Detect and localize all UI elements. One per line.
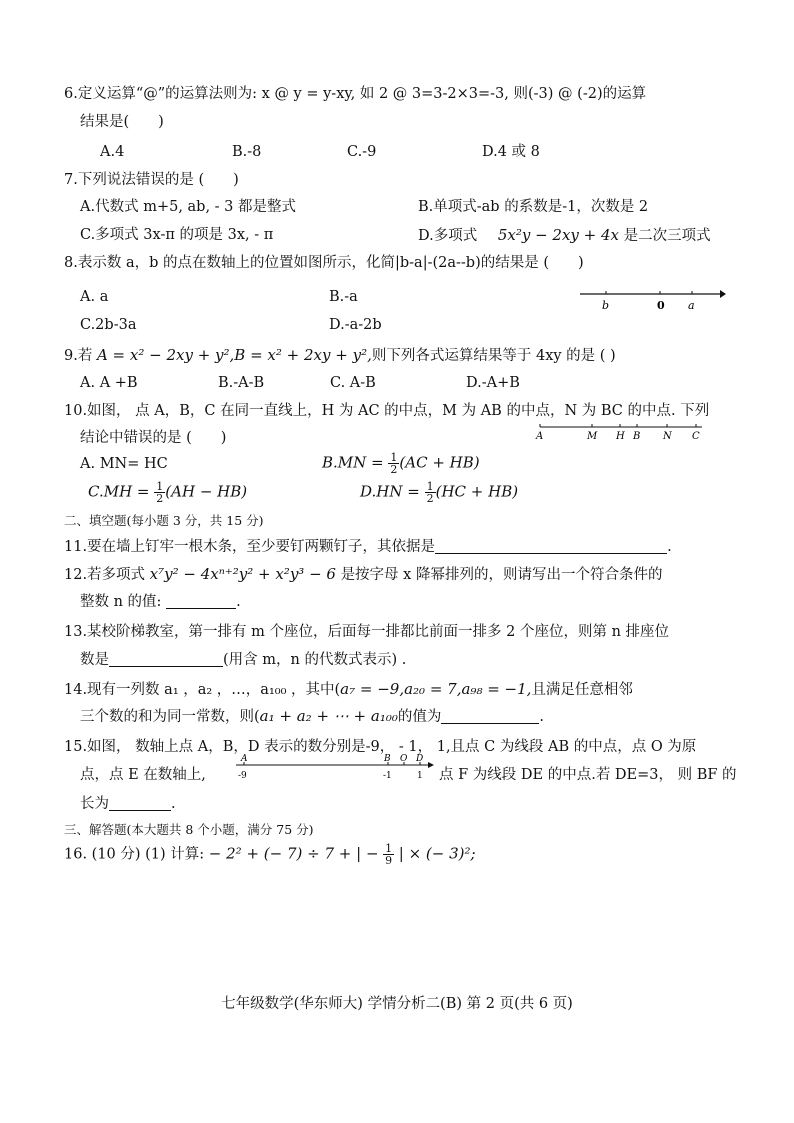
q16-expression-part2: | × (− 3)²;	[398, 844, 476, 863]
q15-label-a: A	[241, 754, 248, 764]
q10-stem-line2: 结论中错误的是 ( )	[80, 430, 227, 446]
q12-line2-text: 整数 n 的值:	[80, 594, 162, 610]
q10-option-c-fraction: $\frac{1}{2}$	[156, 480, 164, 505]
q8-stem: 8.表示数 a，b 的点在数轴上的位置如图所示，化简|b-a|-(2a--b)的结果是 ( )	[64, 255, 584, 271]
q13-line2-suffix: (用含 m，n 的代数式表示) .	[223, 652, 407, 668]
q10-point-h: H	[616, 431, 625, 442]
q15-stem-line2-prefix: 点，点 E 在数轴上,	[80, 767, 206, 783]
q6-option-b: B.-8	[232, 144, 262, 160]
q7-option-b: B.单项式-ab 的系数是-1，次数是 2	[418, 199, 649, 215]
q14-line2-expression: a₁ + a₂ + ⋯ + a₁₀₀	[259, 707, 398, 725]
q9-option-b: B.-A-B	[218, 375, 265, 391]
q15-stem-line1: 15.如图， 数轴上点 A，B，D 表示的数分别是-9， - 1， 1,且点 C 为线段 AB 的中点，点 O 为原	[64, 739, 697, 755]
q7-option-c: C.多项式 3x-π 的项是 3x, - π	[80, 227, 274, 243]
q14-stem-line1	[64, 679, 633, 700]
q15-stem-line2-suffix: 点 F 为线段 DE 的中点.若 DE=3， 则 BF 的	[439, 767, 737, 783]
q6-option-d: D.4 或 8	[482, 144, 540, 160]
q7-option-d-expression: 5x²y − 2xy + 4x	[497, 226, 620, 244]
q8-option-a: A. a	[80, 289, 109, 305]
q14-line1-suffix: 且满足任意相邻	[531, 682, 633, 698]
q7-option-a: A.代数式 m+5, ab, - 3 都是整式	[80, 199, 297, 215]
q14-line2-suffix: 的值为	[397, 709, 442, 725]
q7-option-d-suffix: 是二次三项式	[623, 228, 711, 244]
q7-option-d	[418, 225, 711, 246]
q9-option-c: C. A-B	[330, 375, 376, 391]
q9-expression: A = x² − 2xy + y²,B = x² + 2xy + y²,	[96, 346, 372, 364]
q14-line2-prefix: 三个数的和为同一常数，则(	[80, 709, 260, 725]
q12-prefix: 12.若多项式	[64, 567, 146, 583]
q12-expression: x⁷y² − 4xⁿ⁺²y² + x²y³ − 6	[149, 565, 336, 583]
q15-line3-text: 长为	[80, 796, 109, 812]
q10-option-c-lhs: C.MH =	[88, 482, 150, 501]
q15-number-minus9: -9	[238, 771, 247, 781]
q10-point-c: C	[692, 431, 700, 442]
q15-label-o: O	[400, 754, 408, 764]
q9-suffix: 则下列各式运算结果等于 4xy 的是 ( )	[371, 348, 616, 364]
q15-answer-blank[interactable]	[109, 795, 171, 811]
q13-line2-prefix: 数是	[80, 652, 109, 668]
q10-option-d-lhs: D.HN =	[360, 482, 420, 501]
q9-option-d: D.-A+B	[466, 375, 520, 391]
q16-fraction: $\frac{1}{9}$	[385, 842, 393, 867]
q15-label-d: D	[416, 754, 424, 764]
q9-option-a: A. A +B	[80, 375, 138, 391]
q10-point-m: M	[587, 431, 598, 442]
section-2-heading: 二、填空题(每小题 3 分，共 15 分)	[64, 513, 264, 528]
q10-point-n: N	[663, 431, 672, 442]
page-footer: 七年级数学(华东师大) 学情分析二(B) 第 2 页(共 6 页)	[221, 996, 573, 1012]
q15-stem-line3: 长为 .	[80, 796, 176, 812]
q8-option-b: B.-a	[329, 289, 358, 305]
q6-option-a: A.4	[100, 144, 125, 160]
q16-prefix: 16. (10 分) (1) 计算:	[64, 846, 205, 863]
q8-number-line	[580, 286, 726, 312]
q15-number-line	[236, 752, 436, 782]
q8-label-a: a	[688, 299, 695, 312]
q15-number-1: 1	[417, 771, 423, 781]
q10-stem-line1: 10.如图， 点 A，B，C 在同一直线上，H 为 AC 的中点，M 为 AB 的中点，N 为 BC 的中点. 下列	[64, 403, 710, 419]
q12-stem-line2: 整数 n 的值: .	[80, 594, 241, 610]
q10-option-c	[88, 481, 247, 504]
q6-option-c: C.-9	[347, 144, 377, 160]
q6-stem-line1: 6.定义运算“@”的运算法则为: x @ y = y-xy, 如 2 @ 3=3-2×3=-3, 则(-3) @ (-2)的运算	[64, 86, 647, 102]
q11-text: 11.要在墙上钉牢一根木条，至少要钉两颗钉子，其依据是	[64, 539, 436, 555]
q10-option-c-rhs: (AH − HB)	[165, 482, 248, 501]
q10-option-b	[322, 452, 480, 475]
q10-option-d-rhs: (HC + HB)	[435, 482, 519, 501]
q10-point-a: A	[536, 431, 544, 442]
q14-line1-expression: a₇ = −9,a₂₀ = 7,a₉₈ = −1,	[340, 680, 532, 698]
q14-line1-prefix: 14.现有一列数 a₁ ，a₂ ，…，a₁₀₀ ，其中(	[64, 682, 341, 698]
q10-segment-figure	[536, 420, 706, 444]
q16-stem	[64, 843, 476, 866]
q13-answer-blank[interactable]	[109, 651, 223, 667]
q12-stem-line1	[64, 564, 662, 585]
q10-option-d	[360, 481, 518, 504]
q16-expression-part1: − 2² + (− 7) ÷ 7 + | −	[208, 844, 379, 863]
q10-option-d-fraction: $\frac{1}{2}$	[426, 480, 434, 505]
q13-stem-line1: 13.某校阶梯教室，第一排有 m 个座位，后面每一排都比前面一排多 2 个座位，则第 n 排座位	[64, 624, 670, 640]
q11-stem: 11.要在墙上钉牢一根木条，至少要钉两颗钉子，其依据是 .	[64, 539, 672, 555]
q7-option-d-prefix: D.多项式	[418, 228, 478, 244]
q10-option-b-rhs: (AC + HB)	[399, 453, 480, 472]
q12-suffix: 是按字母 x 降幂排列的，则请写出一个符合条件的	[340, 567, 663, 583]
q8-option-c: C.2b-3a	[80, 317, 137, 333]
q14-answer-blank[interactable]	[441, 708, 539, 724]
q8-option-d: D.-a-2b	[329, 317, 382, 333]
q11-answer-blank[interactable]	[435, 538, 667, 554]
q13-stem-line2	[80, 650, 406, 670]
q9-prefix: 9.若	[64, 348, 93, 364]
q14-stem-line2: 三个数的和为同一常数，则(a₁ + a₂ + ⋯ + a₁₀₀的值为 .	[80, 707, 544, 725]
q15-label-b: B	[384, 754, 391, 764]
q9-stem	[64, 345, 616, 366]
q10-point-b: B	[633, 431, 641, 442]
q6-stem-line2: 结果是( )	[80, 114, 164, 130]
q10-option-b-lhs: B.MN =	[322, 453, 384, 472]
section-3-heading: 三、解答题(本大题共 8 个小题，满分 75 分)	[64, 822, 314, 837]
q8-label-b: b	[602, 299, 610, 312]
q10-option-a: A. MN= HC	[80, 456, 168, 472]
q8-label-0: 0	[657, 299, 665, 312]
q15-number-minus1: -1	[383, 771, 392, 781]
q12-answer-blank[interactable]	[166, 593, 236, 609]
q7-stem: 7.下列说法错误的是 ( )	[64, 172, 239, 188]
q10-option-b-fraction: $\frac{1}{2}$	[390, 451, 398, 476]
